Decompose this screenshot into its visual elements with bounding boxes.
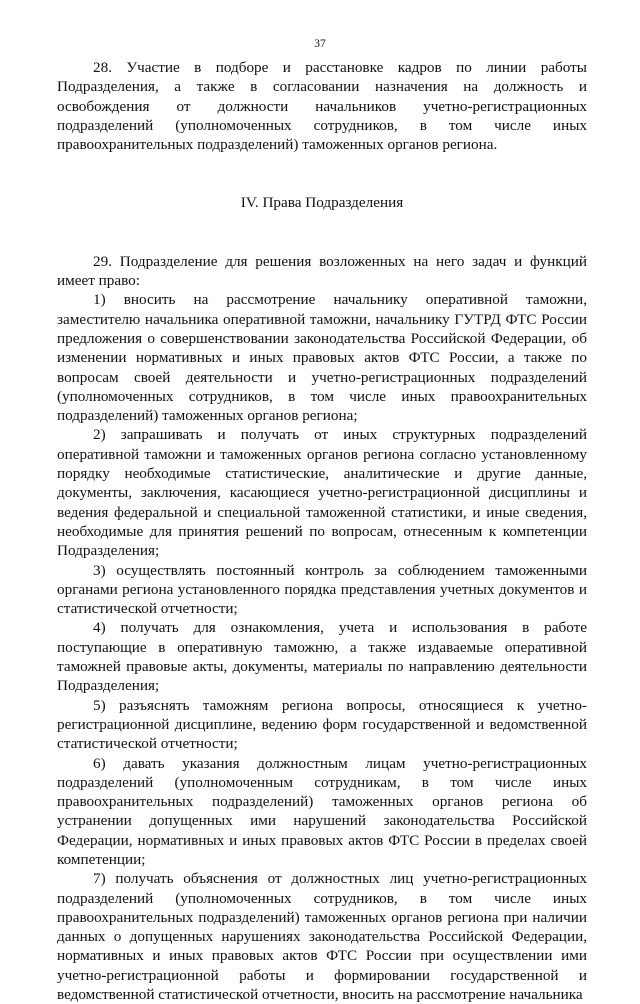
list-item-1: 1) вносить на рассмотрение начальнику оперативной таможни, заместителю начальника оперативной таможни, начальнику ГУТРД ФТС России предложения о совершенствовании законодательства Российской Федерации, об изменении нормативных и иных правовых актов ФТС России, а также по вопросам своей деятельности и учетно-регистрационных подразделений (уполномоченных сотрудников, в том числе иных правоохранительных подразделений) таможенных органов региона; bbox=[57, 291, 587, 425]
list-item-3: 3) осуществлять постоянный контроль за соблюдением таможенными органами региона установленного порядка представления учетных документов и статистической отчетности; bbox=[57, 561, 587, 618]
paragraph-29: 29. Подразделение для решения возложенных на него задач и функций имеет право: bbox=[57, 252, 587, 290]
list-item-2: 2) запрашивать и получать от иных структурных подразделений оперативной таможни и таможенных органов региона согласно установленному порядку необходимые статистические, аналитические и другие данные, документы, заключения, касающиеся учетно-регистрационной дисциплины и ведения федеральной и специальной таможенной статистики, и иные сведения, необходимые для принятия решений по вопросам, отнесенным к компетенции Подразделения; bbox=[57, 426, 587, 560]
paragraph-28: 28. Участие в подборе и расстановке кадров по линии работы Подразделения, а также в согласовании назначения на должность и освобождения от должности начальников учетно-регистрационных подразделений (уполномоченных сотрудников, в том числе иных правоохранительных подразделений) таможенных органов региона. bbox=[57, 59, 587, 154]
list-item-7: 7) получать объяснения от должностных лиц учетно-регистрационных подразделений (уполномоченных сотрудников, в том числе иных правоохранительных подразделений) таможенных органов региона при наличии данных о допущенных нарушениях законодательства Российской Федерации, нормативных и иных правовых актов ФТС России при осуществлении ими учетно-регистрационной работы и формировании государственной и ведомственной статистической отчетности, вносить на рассмотрение начальника bbox=[57, 870, 587, 1004]
page-body bbox=[57, 58, 587, 1004]
page-number: 37 bbox=[314, 38, 326, 50]
section-heading: IV. Права Подразделения bbox=[240, 194, 404, 212]
list-item-5: 5) разъяснять таможням региона вопросы, относящиеся к учетно-регистрационной дисциплине, ведению форм государственной и ведомственной статистической отчетности; bbox=[57, 696, 587, 753]
list-item-4: 4) получать для ознакомления, учета и использования в работе поступающие в оперативную таможню, а также издаваемые оперативной таможней правовые акты, документы, материалы по направлению деятельности Подразделения; bbox=[57, 619, 587, 695]
list-item-6: 6) давать указания должностным лицам учетно-регистрационных подразделений (уполномоченным сотрудникам, в том числе иных правоохранительных подразделений) таможенных органов региона об устранении допущенных ими нарушений законодательства Российской Федерации, нормативных и иных правовых актов ФТС России в пределах своей компетенции; bbox=[57, 754, 587, 868]
